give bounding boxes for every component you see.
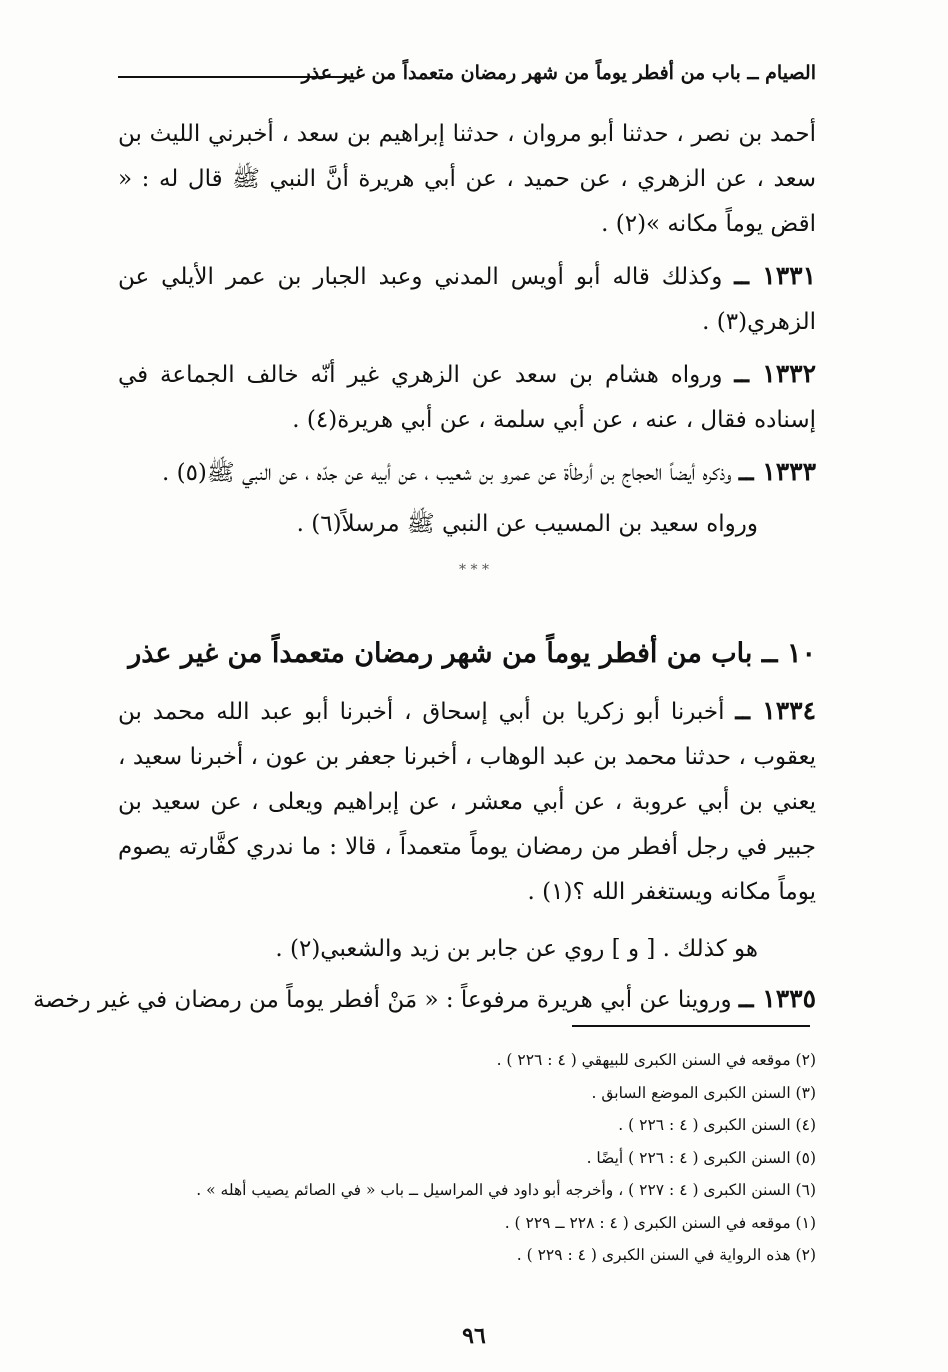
paragraph-1335 [33, 976, 816, 1023]
footnote: (١) موقعه في السنن الكبرى ( ٤ : ٢٢٨ ــ ٢٢٩ ) . [504, 1213, 816, 1232]
footnote-rule [572, 1025, 810, 1027]
paragraph-mursal: ورواه سعيد بن المسيب عن النبي ﷺ مرسلاً(٦) . [296, 511, 758, 537]
hadith-number: ١٣٣٤ ــ [735, 696, 816, 725]
running-head-text: الصيام ــ باب من أفطر يوماً من شهر رمضان متعمداً من غير عذر [301, 62, 816, 84]
paragraph-1333 [118, 449, 816, 496]
paragraph-1334 [118, 688, 816, 915]
footnote: (٢) هذه الرواية في السنن الكبرى ( ٤ : ٢٢٩ ) . [516, 1246, 816, 1264]
text-block-bottom [33, 688, 816, 1023]
paragraph-text: أخبرنا أبو زكريا بن أبي إسحاق ، أخبرنا أبو عبد الله محمد بن يعقوب ، حدثنا محمد بن عبد الوهاب ، أخبرنا جعفر بن عون ، أخبرنا سعيد ، يعني بن أبي عروبة ، عن أبي معشر ، عن إبراهيم ويعلى ، عن سعيد بن جبير في رجل أفطر من رمضان يوماً متعمداً ، قالا : ما ندري كفَّارته يصوم يوماً مكانه ويستغفر الله ؟(١) . [118, 699, 816, 905]
hadith-number: ١٣٣١ ــ [734, 261, 816, 290]
paragraph-1331 [118, 253, 816, 345]
paragraph-text: وذكره أيضاً الحجاج بن أرطأة عن عمرو بن شعيب ، عن أبيه عن جدّه ، عن النبي ﷺ(٥) . [161, 460, 732, 486]
paragraph-text: ورواه هشام بن سعد عن الزهري غير أنّه خالف الجماعة في إسناده فقال ، عنه ، عن أبي سلمة ، عن أبي هريرة(٤) . [118, 362, 816, 433]
header-rule [118, 76, 350, 78]
hadith-number: ١٣٣٢ ــ [734, 359, 816, 388]
footnote: (٦) السنن الكبرى ( ٤ : ٢٢٧ ) ، وأخرجه أبو داود في المراسيل ــ باب « في الصائم يصيب أهله » . [196, 1181, 816, 1199]
section-separator: * * * [459, 562, 489, 578]
footnote: (٤) السنن الكبرى ( ٤ : ٢٢٦ ) . [618, 1116, 816, 1134]
footnote: (٥) السنن الكبرى ( ٤ : ٢٢٦ ) أيضًا . [586, 1148, 816, 1167]
paragraph-1332 [118, 351, 816, 443]
footnote: (٢) موقعه في السنن الكبرى للبيهقي ( ٤ : ٢٢٦ ) . [496, 1051, 816, 1069]
paragraph-comment: هو كذلك . [ و ] روي عن جابر بن زيد والشعبي(٢) . [275, 936, 758, 962]
paragraph-text: وكذلك قاله أبو أويس المدني وعبد الجبار بن عمر الأيلي عن الزهري(٣) . [118, 264, 816, 335]
hadith-number: ١٣٣٥ ــ [738, 984, 816, 1013]
chapter-heading: ١٠ ــ باب من أفطر يوماً من شهر رمضان متعمداً من غير عذر [128, 638, 816, 669]
paragraph-text: وروينا عن أبي هريرة مرفوعاً : « مَنْ أفطر يوماً من رمضان في غير رخصة [33, 987, 732, 1013]
hadith-number: ١٣٣٣ ــ [738, 457, 816, 486]
text-block-top [118, 112, 816, 547]
running-header [118, 62, 816, 92]
paragraph-continuation: أحمد بن نصر ، حدثنا أبو مروان ، حدثنا إبراهيم بن سعد ، أخبرني الليث بن سعد ، عن الزهري ، عن حميد ، عن أبي هريرة أنَّ النبي ﷺ قال له : « اقض يوماً مكانه »(٢) . [118, 121, 816, 237]
footnote: (٣) السنن الكبرى الموضع السابق . [591, 1083, 816, 1102]
page-number: ٩٦ [462, 1323, 486, 1349]
footnotes [118, 1044, 816, 1272]
